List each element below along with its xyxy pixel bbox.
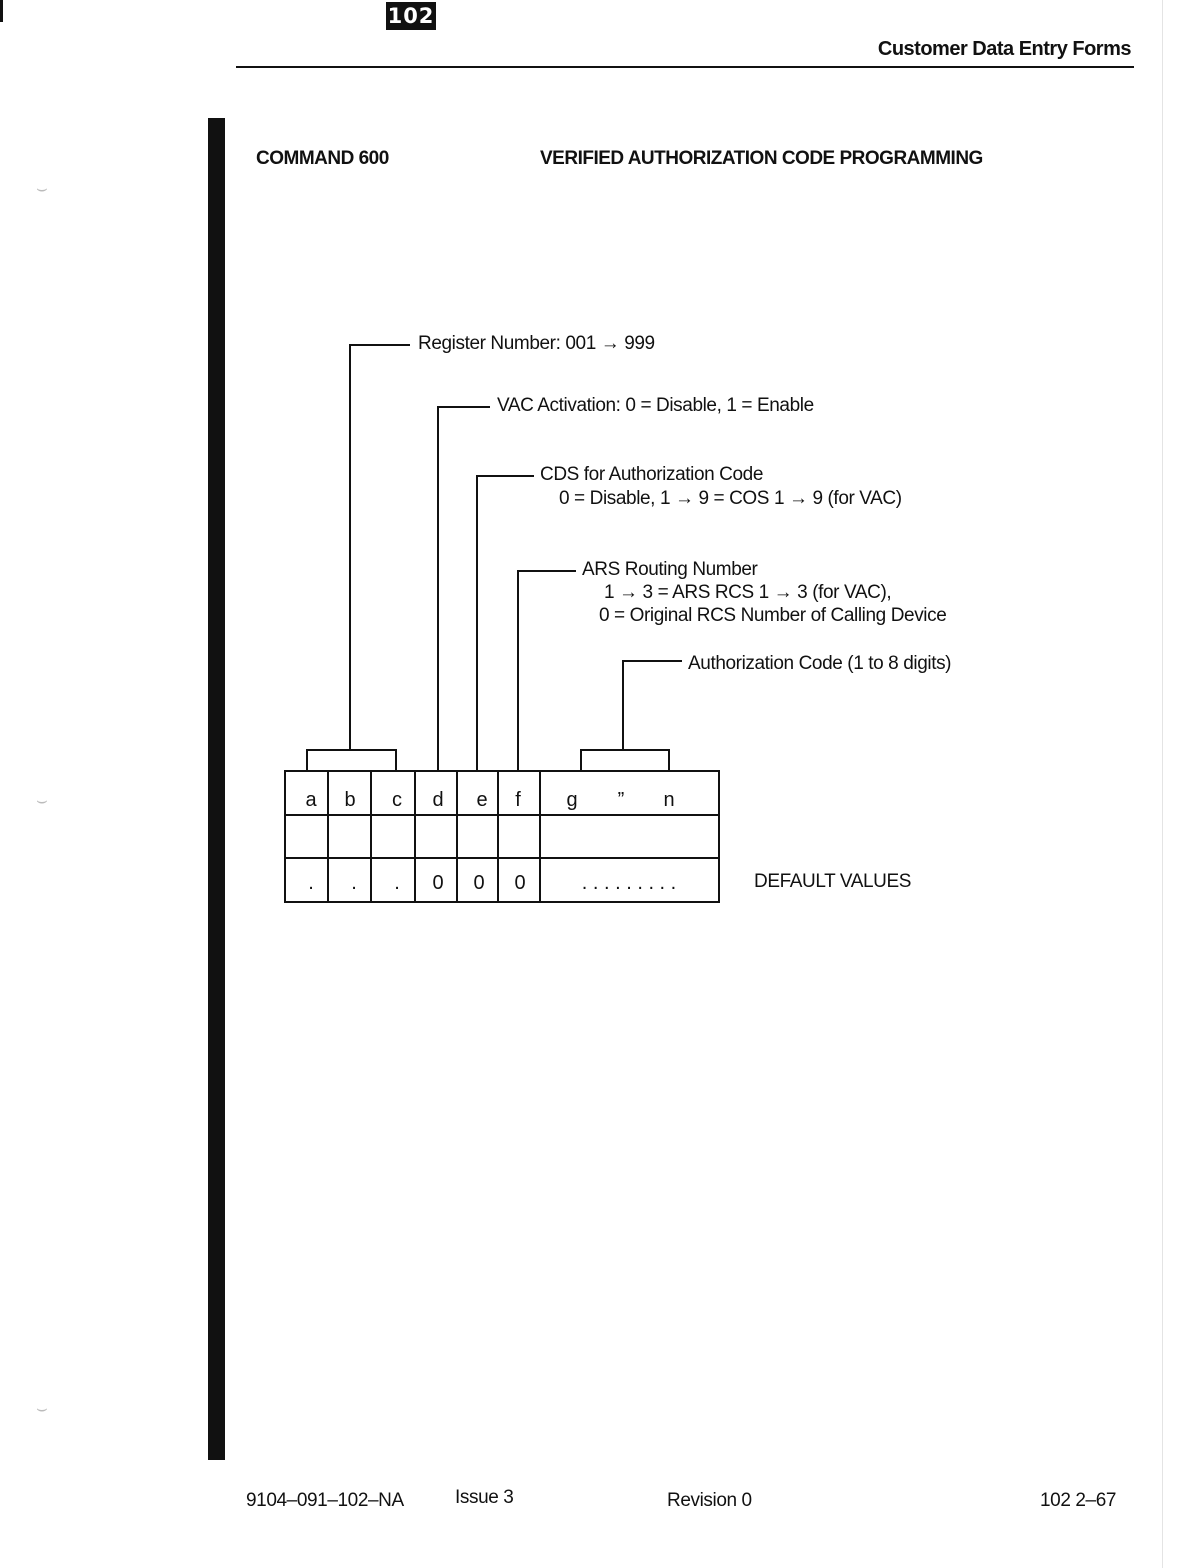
section-badge: 102 xyxy=(387,4,435,28)
footer-issue: Issue 3 xyxy=(455,1487,514,1508)
margin-punch-mark: ⌣ xyxy=(36,790,48,811)
field-label-authorization-code: Authorization Code (1 to 8 digits) xyxy=(688,653,952,674)
grid-column-letter: c xyxy=(392,789,402,811)
leader-register-number xyxy=(350,345,410,750)
grid-column-letter: ” xyxy=(617,789,625,811)
field-desc-cds-authorization: 0 = Disable, 1 → 9 = COS 1 → 9 (for VAC) xyxy=(559,488,902,509)
field-desc-ars-routing-2: 0 = Original RCS Number of Calling Device xyxy=(599,605,947,626)
footer-doc-number: 9104–091–102–NA xyxy=(246,1490,404,1511)
footer-revision: Revision 0 xyxy=(667,1490,752,1511)
default-values-label: DEFAULT VALUES xyxy=(754,871,912,892)
field-label-ars-routing: ARS Routing Number xyxy=(582,559,758,580)
grid-column-letter: n xyxy=(663,789,675,811)
bracket-authorization-code xyxy=(581,750,669,771)
grid-default-value: . xyxy=(308,872,314,894)
field-label-vac-activation: VAC Activation: 0 = Disable, 1 = Enable xyxy=(497,395,814,416)
command-title: VERIFIED AUTHORIZATION CODE PROGRAMMING xyxy=(540,148,983,169)
grid-default-value: 0 xyxy=(514,872,526,894)
leader-ars-routing xyxy=(518,571,576,771)
leader-cds-authorization xyxy=(477,476,534,771)
grid-default-value: 0 xyxy=(432,872,444,894)
field-label-register-number: Register Number: 001 → 999 xyxy=(418,333,655,354)
margin-punch-mark: ⌣ xyxy=(36,1398,48,1419)
grid-column-letter: a xyxy=(305,789,317,811)
grid-default-value: . xyxy=(394,872,400,894)
grid-column-letter: d xyxy=(432,789,444,811)
grid-default-value: . . . . . . . . . xyxy=(581,872,677,894)
margin-punch-mark: ⌣ xyxy=(36,178,48,199)
header-title: Customer Data Entry Forms xyxy=(877,38,1131,60)
leader-vac-activation xyxy=(438,407,490,771)
leader-authorization-code xyxy=(623,661,682,750)
grid-default-value: 0 xyxy=(473,872,485,894)
grid-column-letter: e xyxy=(476,789,488,811)
field-label-cds-authorization: CDS for Authorization Code xyxy=(540,464,763,485)
grid-column-letter: g xyxy=(566,789,578,811)
grid-default-value: . xyxy=(351,872,357,894)
footer-page-number: 102 2–67 xyxy=(1040,1490,1117,1511)
grid-column-letter: f xyxy=(515,789,521,811)
command-number: COMMAND 600 xyxy=(256,148,389,169)
grid-column-letter: b xyxy=(344,789,356,811)
bracket-register-number xyxy=(307,750,396,771)
field-desc-ars-routing-1: 1 → 3 = ARS RCS 1 → 3 (for VAC), xyxy=(604,582,892,603)
